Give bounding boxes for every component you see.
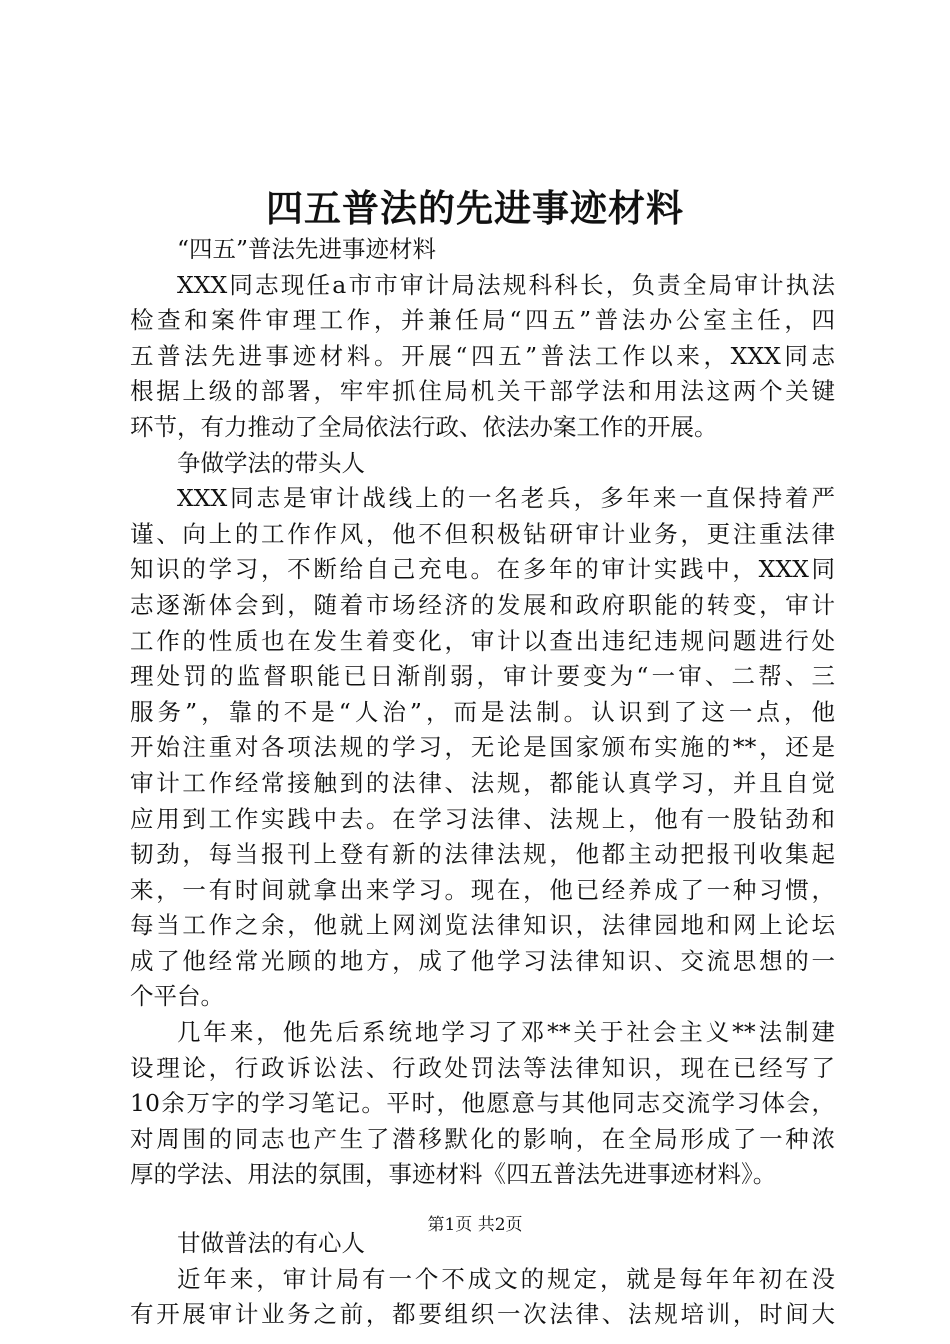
paragraph-line: 开始注重对各项法规的学习，无论是国家颁布实施的**，还是: [130, 733, 835, 762]
paragraph-line: 个平台。: [130, 982, 224, 1011]
section-heading: 甘做普法的有心人: [177, 1229, 365, 1258]
paragraph-line: 知识的学习，不断给自己充电。在多年的审计实践中，XXX同: [130, 555, 835, 584]
paragraph-line: XXX同志是审计战线上的一名老兵，多年来一直保持着严: [177, 484, 835, 513]
paragraph-line: 审计工作经常接触到的法律、法规，都能认真学习，并且自觉: [130, 768, 835, 797]
paragraph-line: 服务”，靠的不是“人治”，而是法制。认识到了这一点，他: [130, 697, 835, 726]
subtitle-line: “四五”普法先进事迹材料: [177, 235, 437, 263]
document-body: [130, 232, 835, 1333]
paragraph-line: 五普法先进事迹材料。开展“四五”普法工作以来，XXX同志: [130, 341, 835, 370]
paragraph-line: 谨、向上的工作作风，他不但积极钻研审计业务，更注重法律: [130, 519, 835, 548]
paragraph-line: 有开展审计业务之前，都要组织一次法律、法规培训，时间大: [130, 1300, 835, 1329]
paragraph-line: 志逐渐体会到，随着市场经济的发展和政府职能的转变，审计: [130, 590, 835, 619]
paragraph-line: 环节，有力推动了全局依法行政、依法办案工作的开展。: [130, 412, 718, 441]
paragraph-line: XXX同志现任a市市审计局法规科科长，负责全局审计执法: [177, 270, 835, 299]
paragraph-line: 来，一有时间就拿出来学习。现在，他已经养成了一种习惯，: [130, 875, 835, 904]
paragraph-line: 近年来，审计局有一个不成文的规定，就是每年年初在没: [177, 1264, 835, 1293]
page-footer: 第1页 共2页: [427, 1215, 523, 1235]
paragraph-line: 设理论，行政诉讼法、行政处罚法等法律知识，现在已经写了: [130, 1053, 835, 1082]
paragraph-line: 韧劲，每当报刊上登有新的法律法规，他都主动把报刊收集起: [130, 840, 835, 869]
paragraph-line: 工作的性质也在发生着变化，审计以查出违纪违规问题进行处: [130, 626, 835, 655]
document-title: 四五普法的先进事迹材料: [266, 186, 684, 230]
paragraph-line: 检查和案件审理工作，并兼任局“四五”普法办公室主任，四: [130, 306, 835, 335]
paragraph-line: 理处罚的监督职能已日渐削弱，审计要变为“一审、二帮、三: [130, 662, 835, 691]
paragraph-line: 成了他经常光顾的地方，成了他学习法律知识、交流思想的一: [130, 946, 835, 975]
paragraph-line: 10余万字的学习笔记。平时，他愿意与其他同志交流学习体会，: [130, 1089, 835, 1118]
paragraph-line: 应用到工作实践中去。在学习法律、法规上，他有一股钻劲和: [130, 804, 835, 833]
paragraph-line: 几年来，他先后系统地学习了邓**关于社会主义**法制建: [177, 1018, 835, 1047]
paragraph-line: 厚的学法、用法的氛围，事迹材料《四五普法先进事迹材料》。: [130, 1160, 777, 1189]
paragraph-line: 根据上级的部署，牢牢抓住局机关干部学法和用法这两个关键: [130, 377, 835, 406]
paragraph-line: 每当工作之余，他就上网浏览法律知识，法律园地和网上论坛: [130, 911, 835, 940]
section-heading: 争做学法的带头人: [177, 448, 365, 477]
paragraph-line: 对周围的同志也产生了潜移默化的影响，在全局形成了一种浓: [130, 1124, 835, 1153]
